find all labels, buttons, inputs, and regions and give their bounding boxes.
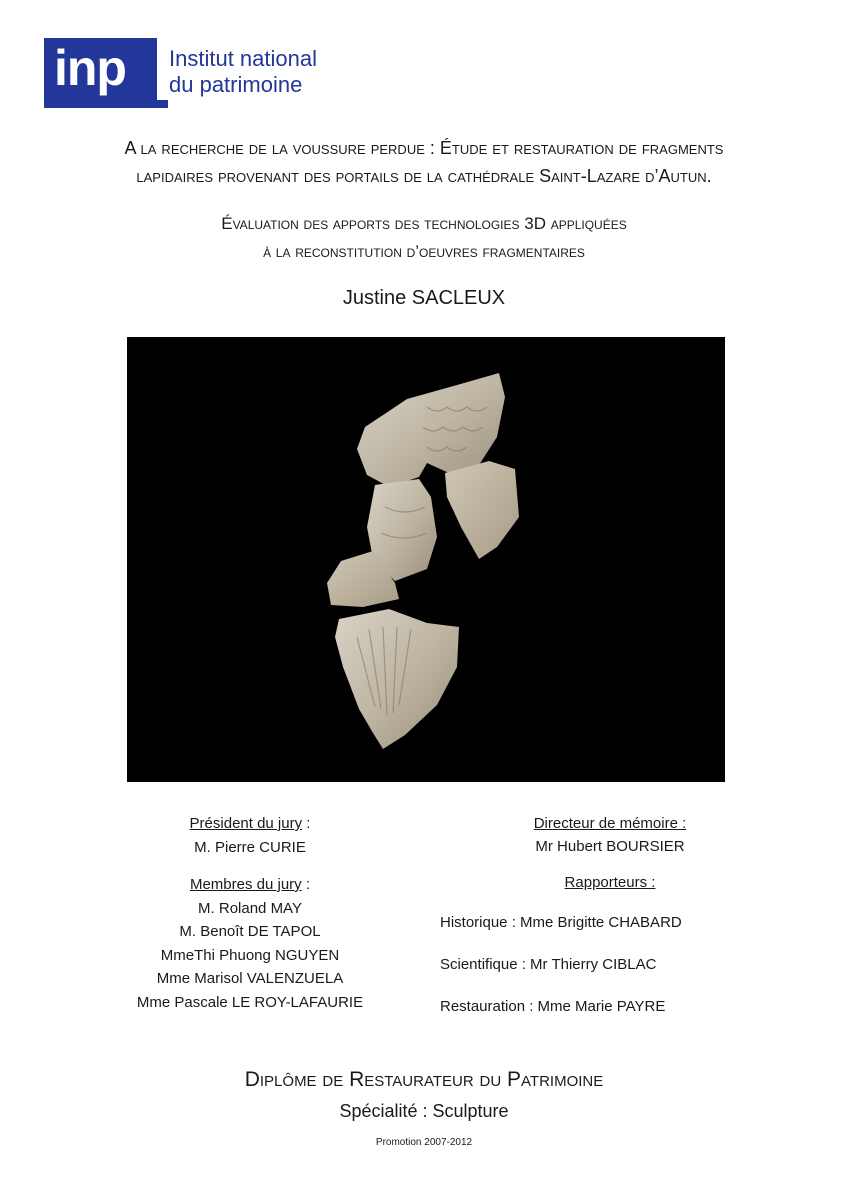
jury-section [100, 812, 400, 1014]
members-heading [100, 873, 400, 897]
reporters-heading [440, 871, 780, 894]
thesis-subtitle [0, 210, 848, 266]
president-heading [100, 812, 400, 836]
members-colon: : [301, 876, 311, 893]
members-label: Membres du jury [189, 876, 302, 893]
president-name: M. Pierre CURIE [194, 838, 306, 856]
subtitle-line-1: Évaluation des apports des technologies 3D appliquées [221, 214, 627, 233]
promotion: Promotion 2007-2012 [375, 1137, 473, 1148]
title-line-2: lapidaires provenant des portails de la cathédrale Saint-Lazare d’Autun. [136, 166, 712, 186]
stone-fragments-illustration [127, 337, 725, 782]
specialty: Spécialité : Sculpture [339, 1101, 509, 1121]
jury-member: Mme Marisol VALENZUELA [156, 970, 344, 987]
thesis-title [0, 134, 848, 190]
logo-mark-text: inp [54, 40, 126, 96]
jury-member: MmeThi Phuong NGUYEN [160, 946, 340, 964]
subtitle-line-2: à la reconstitution d’oeuvres fragmentaires [263, 242, 585, 261]
president-label: Président du jury [189, 815, 303, 832]
president-colon: : [302, 815, 311, 832]
institution-logo [44, 38, 317, 108]
director-name: Mr Hubert BOURSIER [535, 838, 685, 855]
director-heading [440, 812, 780, 835]
direction-section [440, 812, 780, 1018]
logo-line-1: Institut national [169, 46, 317, 71]
jury-member: Mme Pascale LE ROY-LAFAURIE [136, 993, 364, 1011]
logo-wordmark [169, 46, 317, 98]
sculpture-fragments-photo [127, 337, 725, 782]
logo-line-2: du patrimoine [169, 72, 303, 97]
director-label: Directeur de mémoire : [533, 815, 687, 832]
reporter-entry: Historique : Mme Brigitte CHABARD [440, 914, 682, 931]
jury-member: M. Roland MAY [198, 899, 302, 917]
diploma-title: Diplôme de Restaurateur du Patrimoine [244, 1068, 604, 1091]
reporters-label: Rapporteurs : [564, 874, 656, 891]
author-name: Justine SACLEUX [342, 287, 506, 309]
reporter-entry: Restauration : Mme Marie PAYRE [440, 998, 666, 1015]
logo-tab-shape [136, 100, 168, 108]
inp-logo-mark [44, 38, 157, 108]
reporter-entry: Scientifique : Mr Thierry CIBLAC [440, 956, 657, 973]
title-line-1: A la recherche de la voussure perdue : Étude et restauration de fragments [124, 138, 724, 158]
jury-member: M. Benoît DE TAPOL [179, 923, 321, 940]
